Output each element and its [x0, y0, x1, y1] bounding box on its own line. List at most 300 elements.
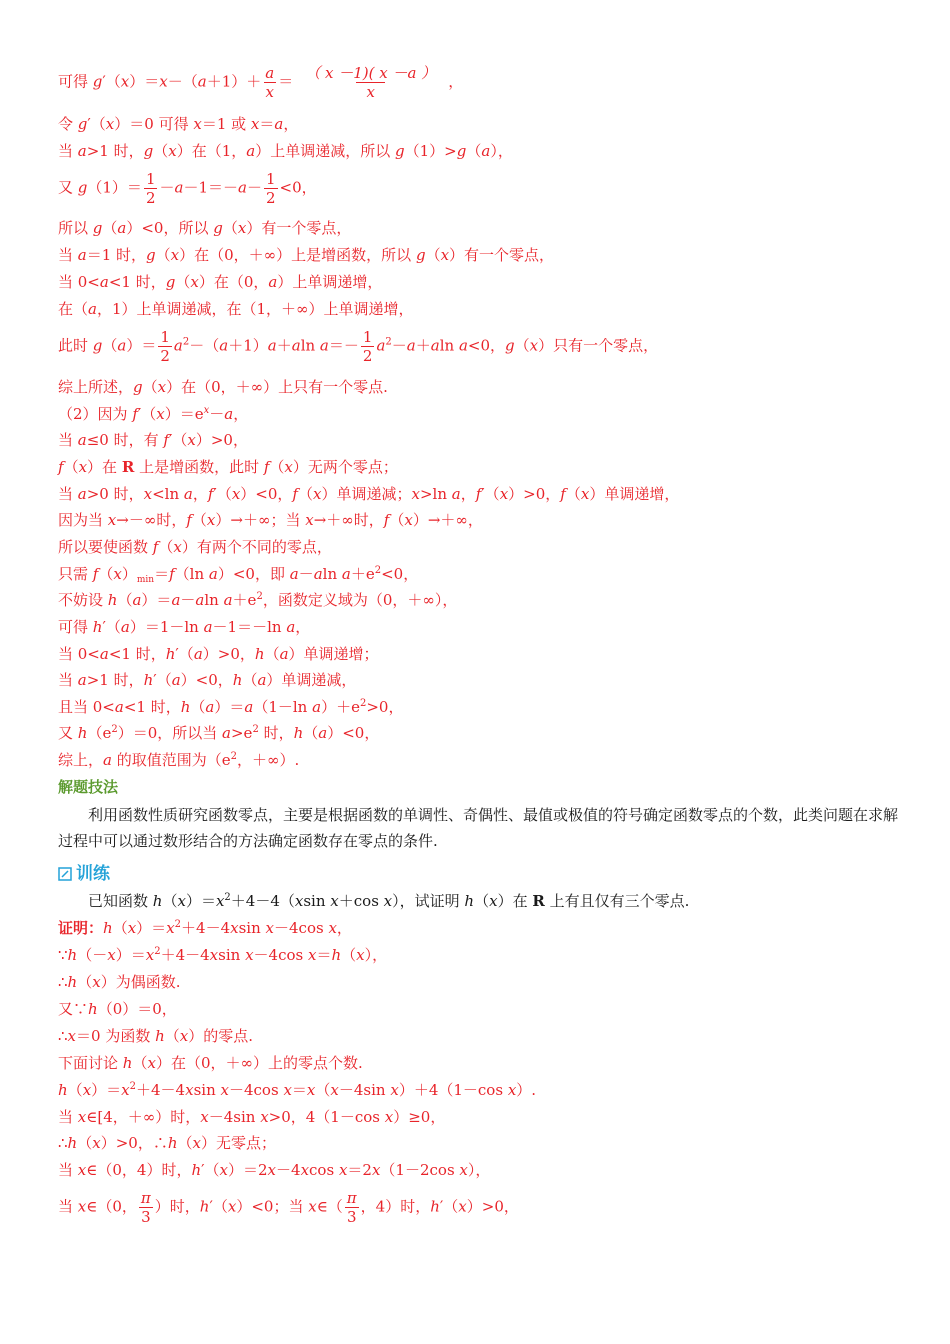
text-run: （ — [514, 336, 530, 355]
math-variable: x — [179, 1027, 189, 1045]
text-run: （1－ln — [253, 698, 313, 716]
text-run: 2 — [230, 751, 237, 762]
math-variable: x — [156, 405, 165, 423]
math-variable: x — [193, 115, 202, 133]
math-line — [58, 999, 898, 1019]
text-run: （e — [87, 724, 112, 742]
text-run: ）<0， — [180, 671, 233, 689]
text-run: ）有两个不同的零点， — [181, 538, 332, 556]
math-variable: h — [88, 1000, 98, 1018]
text-run: <0， — [381, 565, 419, 583]
math-variable: x — [173, 538, 182, 556]
text-run: ＝ — [278, 72, 294, 91]
text-run: sin — [238, 919, 266, 937]
text-run: ＝ — [154, 565, 170, 583]
text-run: ）＝2 — [228, 1161, 268, 1179]
text-run: ）>0， — [508, 485, 561, 503]
math-line — [58, 750, 898, 770]
text-run: 证明： — [58, 919, 104, 937]
math-variable: x — [440, 246, 450, 264]
training-heading-row — [58, 864, 898, 884]
math-line — [58, 299, 898, 319]
text-run: ＝ — [259, 115, 275, 133]
text-run: 上是增函数，此时 — [134, 458, 264, 476]
math-variable: a — [195, 591, 205, 609]
math-variable: x — [356, 946, 365, 964]
math-variable: h — [165, 645, 176, 663]
fraction-denominator: x — [356, 82, 384, 101]
text-run: ）>0，∴ — [100, 1134, 168, 1152]
math-line — [58, 1053, 898, 1073]
text-run: ）单调递增， — [589, 485, 680, 503]
math-variable: a — [257, 671, 267, 689]
text-run: （ — [67, 1081, 83, 1099]
math-variable: f — [263, 458, 270, 476]
text-run: ）<0；当 — [236, 1197, 309, 1216]
text-run: 的取值范围为（e — [111, 751, 231, 769]
text-run: ）在 — [497, 892, 533, 910]
text-run: ）<0，所以 — [126, 219, 214, 237]
math-variable: x — [307, 946, 317, 964]
math-variable: g — [505, 336, 515, 355]
math-variable: a — [289, 565, 299, 583]
fraction-numerator: π — [346, 1189, 357, 1207]
text-run: 所以要使函数 — [58, 538, 153, 556]
text-run: ）＝ — [141, 591, 172, 609]
text-run: ）在（0，＋∞）上的零点个数. — [155, 1054, 363, 1072]
math-variable: x — [113, 565, 122, 583]
text-run: ），试证明 — [392, 892, 465, 910]
fraction-denominator: 2 — [265, 189, 276, 207]
math-variable: a — [171, 671, 181, 689]
math-variable: h — [191, 1161, 202, 1179]
text-run: 当 — [58, 485, 78, 503]
math-variable: g — [77, 115, 88, 133]
text-run: ∈（ — [316, 1197, 343, 1216]
math-variable: g — [143, 142, 154, 160]
math-line — [58, 918, 898, 938]
text-run: ＝ — [316, 946, 332, 964]
text-run: >0 时， — [86, 485, 144, 503]
math-variable: a — [238, 178, 247, 197]
text-run: ）→＋∞；当 — [215, 511, 306, 529]
text-run: ∈（0， — [86, 1197, 137, 1216]
text-run: － — [209, 405, 225, 423]
math-variable: x — [300, 1161, 310, 1179]
math-variable: a — [481, 142, 491, 160]
math-variable: x — [489, 892, 498, 910]
text-run: 时， — [258, 724, 294, 742]
math-variable: x — [330, 892, 339, 910]
text-run: 2 — [129, 1081, 137, 1092]
math-variable: x — [330, 1081, 339, 1099]
math-variable: a — [99, 273, 109, 291]
math-variable: x — [78, 458, 88, 476]
math-variable: x — [170, 246, 180, 264]
math-variable: f — [560, 485, 566, 503]
math-variable: x — [338, 1161, 348, 1179]
math-variable: h — [92, 618, 103, 636]
math-line — [58, 484, 898, 504]
math-variable: x — [77, 1161, 87, 1179]
text-run: ＝2 — [347, 1161, 372, 1179]
text-run: （ — [102, 219, 118, 237]
text-run: ∴ — [58, 1134, 68, 1152]
math-variable: f — [186, 511, 192, 529]
text-run: （ — [63, 458, 79, 476]
math-variable: a — [203, 618, 213, 636]
text-run: 在（ — [58, 300, 89, 318]
text-run: 当 — [58, 142, 78, 160]
fraction-numerator: 1 — [145, 170, 156, 188]
text-run: ）＝ — [129, 72, 160, 91]
math-line — [58, 457, 898, 477]
text-run: （1）＝ — [87, 178, 142, 197]
text-run: ）上单调递增， — [277, 273, 383, 291]
math-line — [58, 141, 898, 161]
text-run: 2 — [359, 698, 367, 709]
text-run: 只需 — [58, 565, 93, 583]
math-variable: x — [200, 1108, 209, 1126]
math-line — [58, 377, 898, 397]
text-run: （ — [162, 892, 178, 910]
text-run: ＋1）＋ — [206, 72, 262, 91]
text-run: ）在（1， — [176, 142, 247, 160]
text-run: 当 — [58, 246, 78, 264]
text-run: 可得 — [58, 72, 93, 91]
text-run: 又 — [58, 178, 78, 197]
text-run: ）＝e — [164, 405, 204, 423]
text-run: （ — [269, 458, 285, 476]
math-variable: x — [77, 1197, 87, 1216]
math-variable: x — [284, 458, 293, 476]
text-run: R — [532, 892, 545, 910]
math-variable: a — [132, 591, 142, 609]
fraction — [345, 1189, 359, 1226]
math-variable: x — [215, 892, 225, 910]
math-line — [58, 891, 898, 911]
text-run: 2 — [111, 724, 118, 735]
math-variable: x — [77, 1108, 87, 1126]
math-variable: x — [143, 485, 153, 503]
math-variable: f — [207, 485, 214, 503]
math-variable: a — [318, 724, 328, 742]
math-variable: a — [267, 336, 277, 355]
text-run: 当 — [58, 671, 78, 689]
math-variable: x — [231, 485, 241, 503]
math-line — [58, 670, 898, 690]
text-run: （ — [389, 511, 405, 529]
math-line — [58, 1160, 898, 1180]
text-run: ）只有一个零点， — [538, 336, 659, 355]
math-variable: a — [246, 142, 256, 160]
text-run: ）≥0， — [393, 1108, 446, 1126]
text-run: 当 0< — [58, 645, 100, 663]
math-variable: x — [313, 485, 322, 503]
math-variable: x — [127, 919, 137, 937]
text-run: （ — [112, 919, 128, 937]
text-run: ＋e — [350, 565, 375, 583]
math-variable: h — [331, 946, 342, 964]
math-variable: h — [143, 671, 154, 689]
math-variable: a — [451, 485, 461, 503]
fraction — [144, 170, 158, 207]
text-run: ）＝0 可得 — [114, 115, 194, 133]
math-variable: f — [169, 565, 175, 583]
text-run: ln — [322, 565, 342, 583]
text-run: （ — [191, 511, 207, 529]
text-run: ）. — [516, 1081, 537, 1099]
text-run: （ — [117, 591, 133, 609]
math-variable: h — [155, 1027, 165, 1045]
math-line — [58, 1107, 898, 1127]
text-run: （－ — [77, 946, 108, 964]
math-variable: g — [165, 273, 176, 291]
math-variable: h — [167, 1134, 178, 1152]
math-variable: x — [157, 378, 167, 396]
text-run: ＋4－4 — [136, 1081, 186, 1099]
math-variable: a — [222, 724, 231, 742]
math-variable: h — [103, 919, 113, 937]
math-variable: f — [292, 485, 298, 503]
math-variable: f — [163, 431, 169, 449]
math-variable: a — [77, 671, 87, 689]
text-run: 不妨设 — [58, 591, 108, 609]
text-run: 综上所述， — [58, 378, 134, 396]
math-variable: x — [166, 919, 175, 937]
text-run: （ — [177, 1134, 193, 1152]
math-variable: x — [580, 485, 590, 503]
text-run: （ — [565, 485, 581, 503]
text-run: ， — [460, 485, 476, 503]
text-run: ＋ — [415, 336, 431, 355]
math-variable: f — [58, 458, 64, 476]
text-run: ＋4－4 — [160, 946, 210, 964]
math-variable: x — [390, 1081, 399, 1099]
text-run: ′（ — [102, 72, 121, 91]
text-run: ′（ — [209, 1197, 228, 1216]
math-variable: x — [190, 273, 199, 291]
text-run: （ — [175, 273, 191, 291]
math-variable: a — [430, 336, 440, 355]
math-variable: x — [203, 405, 210, 416]
text-run: ′（ — [153, 671, 172, 689]
text-run: ）<0， — [327, 724, 380, 742]
fraction — [264, 170, 278, 207]
text-run: ）有一个零点， — [246, 219, 352, 237]
math-variable: a — [77, 431, 87, 449]
text-run: sin — [303, 892, 331, 910]
math-variable: x — [371, 1161, 381, 1179]
text-run: ）无零点； — [200, 1134, 276, 1152]
math-variable: a — [120, 618, 130, 636]
math-variable: g — [146, 246, 156, 264]
math-variable: x — [92, 1134, 101, 1152]
fraction-denominator: 3 — [346, 1208, 357, 1226]
math-variable: a — [77, 142, 87, 160]
text-run: （2）因为 — [58, 405, 133, 423]
math-variable: x — [265, 919, 274, 937]
math-variable: x — [267, 1161, 277, 1179]
math-line — [58, 430, 898, 450]
text-run: >e — [230, 724, 253, 742]
math-variable: a — [219, 336, 229, 355]
text-run: 当 — [58, 1197, 78, 1216]
text-run: <ln — [152, 485, 184, 503]
math-variable: h — [122, 1054, 133, 1072]
math-variable: x — [245, 946, 254, 964]
math-variable: x — [82, 1081, 92, 1099]
math-variable: a — [319, 336, 329, 355]
math-variable: f — [383, 511, 390, 529]
math-line — [58, 272, 898, 292]
text-run: ， — [233, 405, 249, 423]
text-run: 当 — [58, 431, 78, 449]
math-variable: x — [105, 115, 115, 133]
text-run: ＝1 时， — [86, 246, 147, 264]
text-run: 当 — [58, 1161, 78, 1179]
text-run: 2 — [252, 724, 259, 735]
text-run: （0）＝0， — [97, 1000, 177, 1018]
text-run: ＝－ — [328, 336, 359, 355]
text-run: ）单调递减； — [321, 485, 412, 503]
math-variable: h — [199, 1197, 210, 1216]
text-run: （ — [303, 724, 319, 742]
math-variable: x — [220, 1081, 229, 1099]
text-run: ）＝ — [136, 919, 167, 937]
text-run: （ — [242, 671, 258, 689]
text-run: ）>0， — [466, 1197, 519, 1216]
math-variable: x — [237, 219, 247, 237]
text-run: ′（ — [137, 405, 157, 423]
text-run: 所以 — [58, 219, 93, 237]
text-run: ） — [121, 565, 137, 583]
math-variable: x — [499, 485, 509, 503]
text-run: 上有且仅有三个零点. — [544, 892, 690, 910]
text-run: cos — [309, 1161, 339, 1179]
fraction-numerator: 1 — [265, 170, 276, 188]
text-run: ）在 — [87, 458, 122, 476]
fraction-denominator: 2 — [145, 189, 156, 207]
text-run: ln — [204, 591, 224, 609]
text-run: ）的零点. — [188, 1027, 254, 1045]
text-run: （ — [190, 698, 206, 716]
text-run: ， — [448, 72, 464, 91]
text-run: <0， — [279, 178, 317, 197]
math-line — [58, 245, 898, 265]
math-variable: x — [230, 919, 239, 937]
math-variable: a — [103, 751, 112, 769]
math-line — [58, 218, 898, 238]
text-run: ）， — [467, 1161, 491, 1179]
text-run: ∈（0，4）时， — [86, 1161, 192, 1179]
text-run: ）＋4（1－cos — [398, 1081, 508, 1099]
math-variable: x — [411, 485, 420, 503]
math-variable: x — [107, 511, 117, 529]
math-variable: x — [187, 431, 196, 449]
math-variable: a — [77, 485, 87, 503]
text-run: ， — [336, 919, 352, 937]
math-variable: h — [293, 724, 304, 742]
text-run: 下面讨论 — [58, 1054, 123, 1072]
math-variable: f — [92, 565, 99, 583]
text-run: >ln — [419, 485, 452, 503]
math-line — [58, 1080, 898, 1100]
math-variable: a — [458, 336, 468, 355]
text-run: ＋ — [276, 336, 292, 355]
text-run: ）＝ — [214, 698, 245, 716]
math-variable: h — [464, 892, 475, 910]
math-variable: x — [107, 946, 116, 964]
math-variable: x — [458, 1197, 467, 1216]
text-run: ）→＋∞， — [412, 511, 483, 529]
text-run: （ — [77, 1134, 93, 1152]
fraction-denominator: 3 — [141, 1208, 151, 1226]
math-variable: a — [376, 336, 386, 355]
math-variable: x — [67, 1027, 77, 1045]
text-run: ）， — [490, 142, 513, 160]
math-variable: x — [507, 1081, 517, 1099]
text-run: （ — [222, 219, 238, 237]
text-run: （ — [297, 485, 313, 503]
math-variable: x — [219, 1161, 228, 1179]
math-line — [58, 510, 898, 530]
math-variable: a — [268, 273, 278, 291]
math-line — [58, 697, 898, 717]
math-variable: g — [92, 72, 103, 91]
text-run: <0， — [467, 336, 506, 355]
math-line — [58, 328, 898, 365]
text-run: －4 — [276, 1161, 301, 1179]
math-variable: h — [58, 1081, 68, 1099]
text-run: ′（ — [102, 618, 121, 636]
text-run: ）无两个零点； — [292, 458, 398, 476]
text-run: 当 0< — [58, 273, 100, 291]
math-variable: a — [183, 485, 193, 503]
math-line — [58, 170, 898, 207]
text-run: （ — [425, 246, 441, 264]
math-variable: a — [174, 178, 184, 197]
text-run: －1＝－ — [183, 178, 238, 197]
text-run: ）单调递增； — [288, 645, 379, 663]
math-variable: a — [197, 72, 207, 91]
fraction-denominator: x — [265, 83, 274, 101]
technique-heading: 解题技法 — [58, 778, 119, 796]
text-run: ， — [283, 115, 299, 133]
fraction-denominator: 2 — [362, 347, 373, 365]
math-variable: x — [283, 1081, 292, 1099]
text-run: ）在（0， — [198, 273, 269, 291]
math-variable: x — [260, 1108, 269, 1126]
text-run: － — [391, 336, 407, 355]
math-variable: f — [152, 538, 159, 556]
text-run: ）在（0，＋∞）上是增函数，所以 — [179, 246, 416, 264]
math-variable: a — [341, 565, 351, 583]
math-variable: h — [67, 973, 78, 991]
math-variable: h — [430, 1197, 440, 1216]
text-run: 2 — [374, 565, 382, 576]
text-run: （ — [132, 1054, 148, 1072]
text-run: （ — [466, 142, 482, 160]
text-run: ，1）上单调递减，在（1，＋∞）上单调递增， — [96, 300, 414, 318]
text-run: ′（ — [175, 645, 194, 663]
text-run: ）＋e — [321, 698, 360, 716]
text-run: 2 — [256, 591, 263, 602]
math-variable: h — [152, 892, 163, 910]
fraction-numerator: 1 — [362, 328, 373, 346]
text-run: >1 时， — [86, 142, 144, 160]
math-line — [58, 723, 898, 743]
